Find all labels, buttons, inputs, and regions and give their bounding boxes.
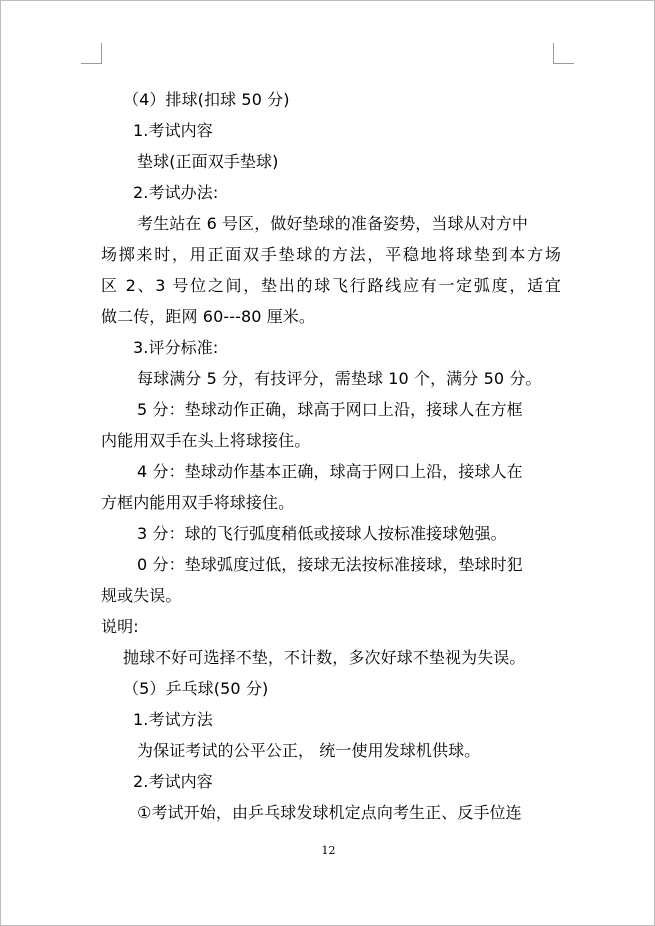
paragraph-text: 方框内能用双手将球接住。 (101, 493, 295, 512)
paragraph-text: 抛球不好可选择不垫，不计数，多次好球不垫视为失误。 (123, 648, 526, 667)
paragraph-text: ①考试开始，由乒乓球发球机定点向考生正、反手位连 (137, 803, 522, 822)
paragraph-text: 垫球(正面双手垫球) (137, 152, 279, 171)
section-heading-table-tennis: （5）乒乓球(50 分) (123, 679, 269, 698)
subheading-exam-content: 1.考试内容 (133, 121, 213, 140)
note-label: 说明: (101, 617, 139, 636)
paragraph-text: 考生站在 6 号区，做好垫球的准备姿势，当球从对方中 (137, 214, 528, 233)
subheading-exam-method: 2.考试办法: (133, 183, 219, 202)
subheading-exam-content: 2.考试内容 (133, 772, 213, 791)
paragraph-text: 区 2、3 号位之间，垫出的球飞行路线应有一定弧度，适宜 (101, 276, 561, 295)
subheading-scoring: 3.评分标准: (133, 338, 219, 357)
section-heading-volleyball: （4）排球(扣球 50 分) (123, 90, 290, 109)
paragraph-text: 内能用双手在头上将球接住。 (101, 431, 311, 450)
paragraph-text: 5 分：垫球动作正确，球高于网口上沿，接球人在方框 (137, 400, 523, 419)
paragraph-text: 做二传，距网 60---80 厘米。 (101, 307, 316, 326)
subheading-exam-method: 1.考试方法 (133, 710, 213, 729)
page-body (101, 89, 561, 833)
paragraph-text: 0 分：垫球弧度过低，接球无法按标准接球，垫球时犯 (137, 555, 523, 574)
paragraph-text: 每球满分 5 分，有技评分，需垫球 10 个，满分 50 分。 (137, 369, 542, 388)
crop-mark-top-right (553, 43, 574, 64)
paragraph-text: 规或失误。 (101, 586, 182, 605)
paragraph-text: 4 分：垫球动作基本正确，球高于网口上沿，接球人在 (137, 462, 523, 481)
paragraph-text: 3 分：球的飞行弧度稍低或接球人按标准接球勉强。 (137, 524, 507, 543)
paragraph-text: 场掷来时，用正面双手垫球的方法，平稳地将球垫到本方场 (101, 245, 561, 264)
page-number: 12 (321, 844, 336, 857)
crop-mark-top-left (81, 43, 102, 64)
paragraph-text: 为保证考试的公平公正， 统一使用发球机供球。 (137, 741, 481, 760)
